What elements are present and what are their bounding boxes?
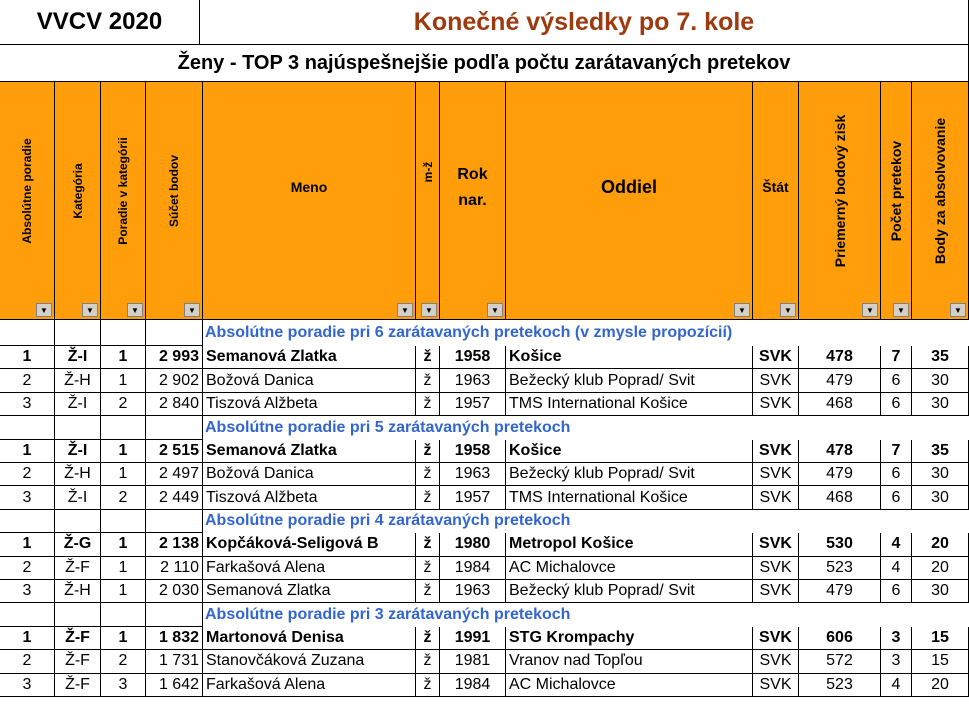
blank-cell[interactable]: [55, 603, 101, 626]
header-abs[interactable]: [0, 82, 55, 320]
cell-stat[interactable]: SVK: [753, 557, 799, 580]
header-sucet-label: Súčet bodov: [167, 155, 181, 228]
cell-sucet[interactable]: 1 832: [146, 627, 203, 650]
table-row: [0, 650, 969, 673]
cell-kat[interactable]: Ž-F: [55, 557, 101, 580]
cell-por[interactable]: 1: [101, 533, 146, 556]
cell-rok[interactable]: 1963: [440, 463, 506, 486]
cell-priemer[interactable]: 479: [799, 580, 881, 603]
filter-dropdown-icon[interactable]: ▼: [127, 303, 143, 317]
cell-rok[interactable]: 1963: [440, 580, 506, 603]
cell-rok[interactable]: 1984: [440, 674, 506, 697]
cell-por[interactable]: 2: [101, 486, 146, 509]
cell-abs[interactable]: 3: [0, 486, 55, 509]
cell-priemer[interactable]: 479: [799, 369, 881, 392]
cell-por[interactable]: 1: [101, 369, 146, 392]
cell-por[interactable]: 1: [101, 440, 146, 463]
table-row: [0, 533, 969, 556]
cell-oddiel[interactable]: STG Krompachy: [506, 627, 753, 650]
cell-stat[interactable]: SVK: [753, 674, 799, 697]
cell-por[interactable]: 1: [101, 627, 146, 650]
table-row: [0, 580, 969, 603]
section-label[interactable]: Absolútne poradie pri 4 zarátavaných pretekoch: [205, 512, 571, 530]
cell-abs[interactable]: 1: [0, 346, 55, 369]
cell-sucet[interactable]: 2 840: [146, 393, 203, 416]
blank-cell[interactable]: [0, 320, 55, 346]
filter-dropdown-icon[interactable]: ▼: [734, 303, 750, 317]
header-stat-label: Štát: [762, 179, 789, 196]
blank-cell[interactable]: [146, 320, 203, 346]
section-row: [0, 603, 969, 626]
blank-cell[interactable]: [55, 510, 101, 533]
cell-sucet[interactable]: 2 138: [146, 533, 203, 556]
cell-oddiel[interactable]: Košice: [506, 346, 753, 369]
header-pocet[interactable]: [881, 82, 912, 320]
filter-dropdown-icon[interactable]: ▼: [36, 303, 52, 317]
cell-pocet[interactable]: 7: [881, 346, 912, 369]
cell-body[interactable]: 30: [912, 393, 969, 416]
table-row: [0, 486, 969, 509]
cell-sucet[interactable]: 2 902: [146, 369, 203, 392]
header-abs-label: Absolútne poradie: [20, 138, 34, 244]
cell-priemer[interactable]: 523: [799, 557, 881, 580]
cell-pocet[interactable]: 6: [881, 486, 912, 509]
cell-meno[interactable]: Tiszová Alžbeta: [203, 393, 416, 416]
cell-kat[interactable]: Ž-G: [55, 533, 101, 556]
cell-oddiel[interactable]: AC Michalovce: [506, 674, 753, 697]
cell-body[interactable]: 30: [912, 463, 969, 486]
cell-stat[interactable]: SVK: [753, 533, 799, 556]
cell-priemer[interactable]: 479: [799, 463, 881, 486]
cell-pocet[interactable]: 6: [881, 393, 912, 416]
cell-pocet[interactable]: 6: [881, 463, 912, 486]
cell-sucet[interactable]: 1 642: [146, 674, 203, 697]
cell-rok[interactable]: 1957: [440, 486, 506, 509]
blank-cell[interactable]: [101, 510, 146, 533]
cell-mz[interactable]: ž: [416, 533, 440, 556]
header-oddiel[interactable]: [506, 82, 753, 320]
cell-meno[interactable]: Martonová Denisa: [203, 627, 416, 650]
cell-rok[interactable]: 1991: [440, 627, 506, 650]
cell-rok[interactable]: 1984: [440, 557, 506, 580]
cell-body[interactable]: 20: [912, 674, 969, 697]
cell-body[interactable]: 20: [912, 533, 969, 556]
cell-meno[interactable]: Farkašová Alena: [203, 674, 416, 697]
header-sucet[interactable]: [146, 82, 203, 320]
table-row: [0, 369, 969, 392]
header-kat-label: Kategória: [70, 163, 85, 219]
blank-cell[interactable]: [0, 510, 55, 533]
cell-pocet[interactable]: 4: [881, 674, 912, 697]
table-row: [0, 440, 969, 463]
cell-body[interactable]: 35: [912, 346, 969, 369]
cell-stat[interactable]: SVK: [753, 369, 799, 392]
cell-stat[interactable]: SVK: [753, 440, 799, 463]
cell-mz[interactable]: ž: [416, 557, 440, 580]
cell-pocet[interactable]: 7: [881, 440, 912, 463]
header-priemer[interactable]: [799, 82, 881, 320]
cell-rok[interactable]: 1957: [440, 393, 506, 416]
cell-meno[interactable]: Farkašová Alena: [203, 557, 416, 580]
cell-oddiel[interactable]: Vranov nad Topľou: [506, 650, 753, 673]
cell-mz[interactable]: ž: [416, 486, 440, 509]
cell-body[interactable]: 15: [912, 627, 969, 650]
cell-kat[interactable]: Ž-I: [55, 346, 101, 369]
section-label[interactable]: Absolútne poradie pri 5 zarátavaných pretekoch: [205, 418, 571, 436]
filter-dropdown-icon[interactable]: ▼: [184, 303, 200, 317]
cell-abs[interactable]: 3: [0, 674, 55, 697]
cell-priemer[interactable]: 478: [799, 346, 881, 369]
section-row: [0, 416, 969, 439]
cell-priemer[interactable]: 572: [799, 650, 881, 673]
table-row: [0, 674, 969, 697]
header-stat[interactable]: [753, 82, 799, 320]
cell-abs[interactable]: 2: [0, 369, 55, 392]
table-row: [0, 393, 969, 416]
table-row: [0, 346, 969, 369]
section-label[interactable]: Absolútne poradie pri 3 zarátavaných pretekoch: [205, 606, 571, 624]
cell-oddiel[interactable]: Metropol Košice: [506, 533, 753, 556]
cell-abs[interactable]: 1: [0, 533, 55, 556]
subtitle[interactable]: Ženy - TOP 3 najúspešnejšie podľa počtu zarátavaných pretekov: [0, 45, 969, 82]
cell-kat[interactable]: Ž-H: [55, 369, 101, 392]
cell-abs[interactable]: 2: [0, 557, 55, 580]
cell-meno[interactable]: Tiszová Alžbeta: [203, 486, 416, 509]
cell-stat[interactable]: SVK: [753, 650, 799, 673]
section-label[interactable]: Absolútne poradie pri 6 zarátavaných pretekoch (v zmysle propozícií): [205, 324, 733, 341]
header-por-kat-label: Poradie v kategórii: [116, 137, 130, 245]
cell-abs[interactable]: 1: [0, 440, 55, 463]
cell-meno[interactable]: Kopčáková-Seligová B: [203, 533, 416, 556]
cell-pocet[interactable]: 3: [881, 627, 912, 650]
filter-dropdown-icon[interactable]: ▼: [780, 303, 796, 317]
blank-cell[interactable]: [146, 416, 203, 439]
cell-rok[interactable]: 1958: [440, 346, 506, 369]
header-meno-label: Meno: [290, 179, 328, 196]
cell-meno[interactable]: Semanová Zlatka: [203, 440, 416, 463]
filter-dropdown-icon[interactable]: ▼: [862, 303, 878, 317]
blank-cell[interactable]: [0, 603, 55, 626]
cell-oddiel[interactable]: Bežecký klub Poprad/ Svit: [506, 580, 753, 603]
cell-rok[interactable]: 1981: [440, 650, 506, 673]
cell-por[interactable]: 3: [101, 674, 146, 697]
cell-sucet[interactable]: 1 731: [146, 650, 203, 673]
cell-body[interactable]: 30: [912, 369, 969, 392]
cell-mz[interactable]: ž: [416, 463, 440, 486]
cell-por[interactable]: 1: [101, 346, 146, 369]
cell-sucet[interactable]: 2 993: [146, 346, 203, 369]
cell-por[interactable]: 1: [101, 580, 146, 603]
header-body-abs-label: Body za absolvovanie: [932, 117, 948, 265]
cell-kat[interactable]: Ž-H: [55, 580, 101, 603]
cell-sucet[interactable]: 2 449: [146, 486, 203, 509]
cell-kat[interactable]: Ž-I: [55, 486, 101, 509]
cell-stat[interactable]: SVK: [753, 486, 799, 509]
section-row: [0, 510, 969, 533]
header-mz[interactable]: [416, 82, 440, 320]
filter-dropdown-icon[interactable]: ▼: [82, 303, 98, 317]
cell-sucet[interactable]: 2 497: [146, 463, 203, 486]
cell-rok[interactable]: 1963: [440, 369, 506, 392]
table-row: [0, 557, 969, 580]
cell-pocet[interactable]: 6: [881, 369, 912, 392]
cell-stat[interactable]: SVK: [753, 393, 799, 416]
table-row: [0, 627, 969, 650]
cell-kat[interactable]: Ž-F: [55, 627, 101, 650]
blank-cell[interactable]: [101, 416, 146, 439]
cell-abs[interactable]: 3: [0, 580, 55, 603]
title-left[interactable]: VVCV 2020: [0, 0, 200, 45]
filter-dropdown-icon[interactable]: ▼: [421, 303, 437, 317]
cell-por[interactable]: 2: [101, 650, 146, 673]
table-row: [0, 463, 969, 486]
cell-stat[interactable]: SVK: [753, 463, 799, 486]
blank-cell[interactable]: [101, 603, 146, 626]
header-kat[interactable]: [55, 82, 101, 320]
cell-oddiel[interactable]: Bežecký klub Poprad/ Svit: [506, 463, 753, 486]
cell-priemer[interactable]: 606: [799, 627, 881, 650]
header-meno[interactable]: [203, 82, 416, 320]
cell-stat[interactable]: SVK: [753, 580, 799, 603]
cell-pocet[interactable]: 4: [881, 533, 912, 556]
cell-meno[interactable]: Božová Danica: [203, 369, 416, 392]
blank-cell[interactable]: [55, 416, 101, 439]
header-rok-label: Rok nar.: [457, 165, 488, 209]
cell-body[interactable]: 30: [912, 580, 969, 603]
cell-stat[interactable]: SVK: [753, 346, 799, 369]
cell-priemer[interactable]: 468: [799, 486, 881, 509]
cell-kat[interactable]: Ž-F: [55, 674, 101, 697]
title-right[interactable]: Konečné výsledky po 7. kole: [200, 0, 969, 45]
cell-mz[interactable]: ž: [416, 627, 440, 650]
cell-por[interactable]: 1: [101, 557, 146, 580]
header-mz-label: m-ž: [420, 161, 435, 183]
cell-oddiel[interactable]: TMS International Košice: [506, 393, 753, 416]
cell-kat[interactable]: Ž-F: [55, 650, 101, 673]
cell-mz[interactable]: ž: [416, 440, 440, 463]
cell-sucet[interactable]: 2 110: [146, 557, 203, 580]
section-row: [0, 320, 969, 346]
cell-por[interactable]: 2: [101, 393, 146, 416]
cell-body[interactable]: 15: [912, 650, 969, 673]
cell-abs[interactable]: 2: [0, 463, 55, 486]
cell-mz[interactable]: ž: [416, 650, 440, 673]
cell-priemer[interactable]: 478: [799, 440, 881, 463]
cell-mz[interactable]: ž: [416, 580, 440, 603]
blank-cell[interactable]: [101, 320, 146, 346]
cell-meno[interactable]: Stanovčáková Zuzana: [203, 650, 416, 673]
header-body-abs[interactable]: [912, 82, 969, 320]
cell-kat[interactable]: Ž-H: [55, 463, 101, 486]
blank-cell[interactable]: [55, 320, 101, 346]
cell-kat[interactable]: Ž-I: [55, 393, 101, 416]
header-por-kat[interactable]: [101, 82, 146, 320]
header-priemer-label: Priemerný bodový zisk: [831, 114, 848, 268]
cell-oddiel[interactable]: Bežecký klub Poprad/ Svit: [506, 369, 753, 392]
cell-mz[interactable]: ž: [416, 674, 440, 697]
filter-dropdown-icon[interactable]: ▼: [893, 303, 909, 317]
cell-abs[interactable]: 3: [0, 393, 55, 416]
cell-pocet[interactable]: 3: [881, 650, 912, 673]
filter-dropdown-icon[interactable]: ▼: [950, 303, 966, 317]
cell-por[interactable]: 1: [101, 463, 146, 486]
header-pocet-label: Počet pretekov: [888, 140, 904, 242]
blank-cell[interactable]: [146, 603, 203, 626]
cell-body[interactable]: 35: [912, 440, 969, 463]
cell-body[interactable]: 30: [912, 486, 969, 509]
cell-oddiel[interactable]: Košice: [506, 440, 753, 463]
cell-sucet[interactable]: 2 030: [146, 580, 203, 603]
cell-abs[interactable]: 1: [0, 627, 55, 650]
cell-meno[interactable]: Semanová Zlatka: [203, 580, 416, 603]
filter-dropdown-icon[interactable]: ▼: [487, 303, 503, 317]
cell-rok[interactable]: 1958: [440, 440, 506, 463]
cell-kat[interactable]: Ž-I: [55, 440, 101, 463]
cell-priemer[interactable]: 468: [799, 393, 881, 416]
filter-dropdown-icon[interactable]: ▼: [397, 303, 413, 317]
cell-sucet[interactable]: 2 515: [146, 440, 203, 463]
cell-pocet[interactable]: 4: [881, 557, 912, 580]
cell-stat[interactable]: SVK: [753, 627, 799, 650]
cell-priemer[interactable]: 530: [799, 533, 881, 556]
cell-oddiel[interactable]: TMS International Košice: [506, 486, 753, 509]
cell-mz[interactable]: ž: [416, 369, 440, 392]
cell-meno[interactable]: Božová Danica: [203, 463, 416, 486]
cell-meno[interactable]: Semanová Zlatka: [203, 346, 416, 369]
cell-pocet[interactable]: 6: [881, 580, 912, 603]
header-oddiel-label: Oddiel: [600, 177, 657, 198]
cell-oddiel[interactable]: AC Michalovce: [506, 557, 753, 580]
cell-body[interactable]: 20: [912, 557, 969, 580]
cell-abs[interactable]: 2: [0, 650, 55, 673]
cell-mz[interactable]: ž: [416, 346, 440, 369]
blank-cell[interactable]: [0, 416, 55, 439]
cell-mz[interactable]: ž: [416, 393, 440, 416]
blank-cell[interactable]: [146, 510, 203, 533]
cell-rok[interactable]: 1980: [440, 533, 506, 556]
header-rok[interactable]: [440, 82, 506, 320]
cell-priemer[interactable]: 523: [799, 674, 881, 697]
